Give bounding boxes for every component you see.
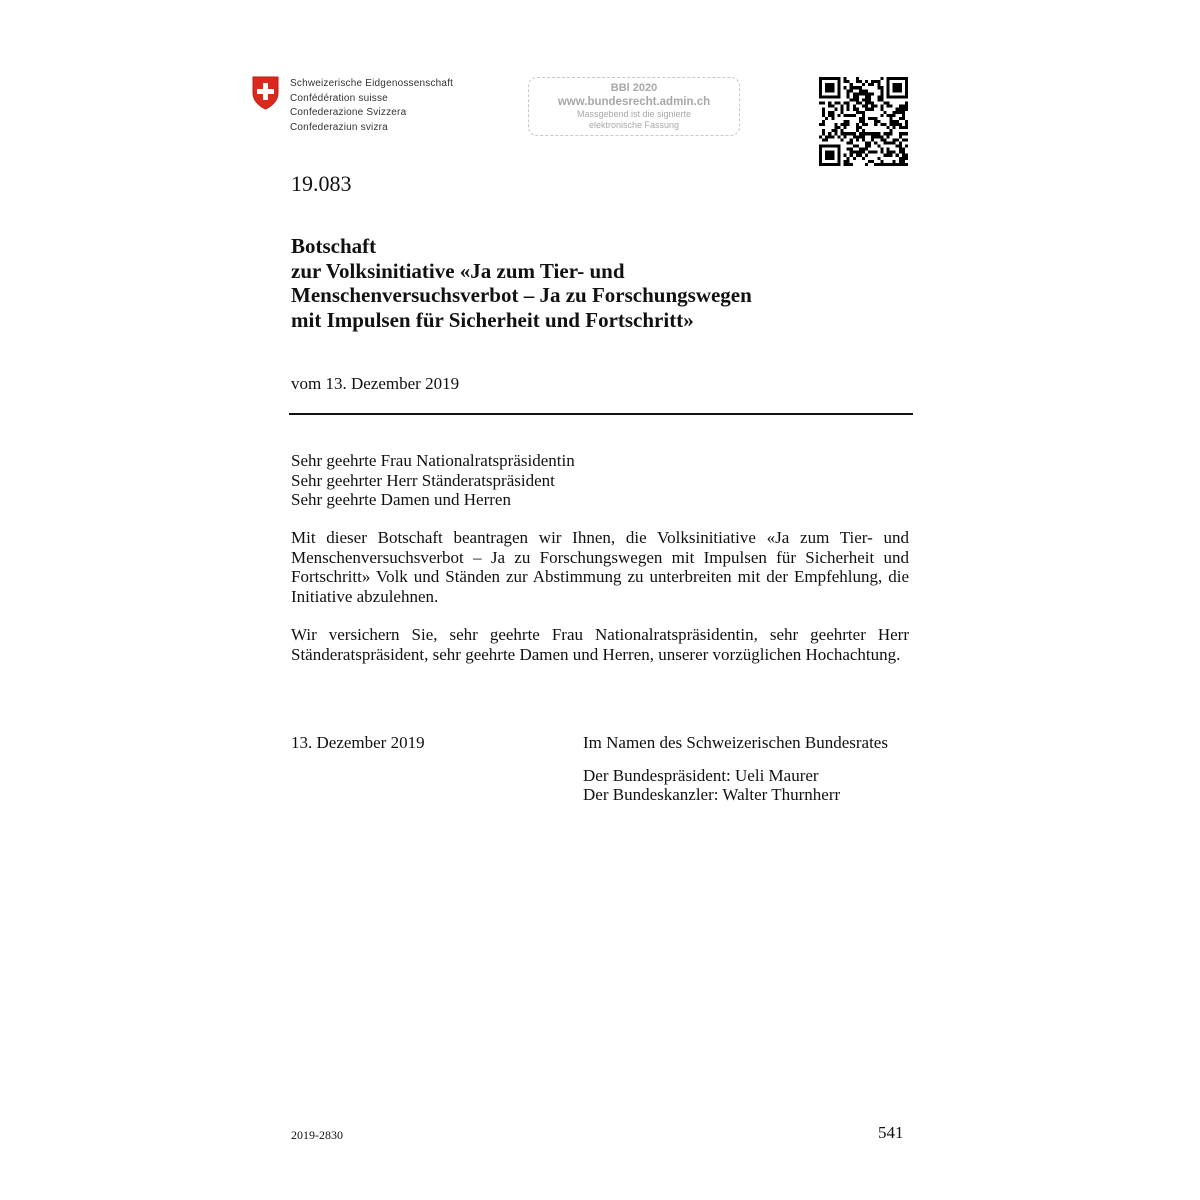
swiss-cross-shield-icon <box>252 76 279 110</box>
document-date: vom 13. Dezember 2019 <box>291 374 460 393</box>
horizontal-rule <box>289 413 913 415</box>
gov-name-fr: Confédération suisse <box>290 92 388 104</box>
salutation-line: Sehr geehrte Damen und Herren <box>291 490 511 509</box>
stamp-title: BBl 2020 <box>610 82 658 94</box>
document-title <box>291 234 752 332</box>
stamp-note-line: elektronische Fassung <box>588 120 680 130</box>
title-line: Menschenversuchsverbot – Ja zu Forschungswegen <box>291 283 752 307</box>
page-number: 541 <box>878 1123 904 1142</box>
gov-name-rm: Confederaziun svizra <box>290 121 388 133</box>
salutation-block <box>291 451 575 510</box>
title-line: zur Volksinitiative «Ja zum Tier- und <box>291 258 625 283</box>
salutation-line: Sehr geehrter Herr Ständeratspräsident <box>291 470 555 490</box>
stamp-note <box>529 109 739 131</box>
salutation-line: Sehr geehrte Frau Nationalratspräsidentin <box>291 451 575 470</box>
title-line: mit Impulsen für Sicherheit und Fortschritt» <box>291 307 694 332</box>
stamp-note-line: Massgebend ist die signierte <box>576 109 692 119</box>
signature-date: 13. Dezember 2019 <box>291 733 425 752</box>
body-paragraph: Wir versichern Sie, sehr geehrte Frau Nationalratspräsidentin, sehr geehrter Herr Ständeratspräsident, sehr geehrte Damen und Herren, unserer vorzüglichen Hochachtung. <box>291 625 909 664</box>
gov-name-it: Confederazione Svizzera <box>290 107 407 118</box>
body-paragraph: Mit dieser Botschaft beantragen wir Ihnen, die Volksinitiative «Ja zum Tier- und Menschenversuchsverbot – Ja zu Forschungswegen mit Impulsen für Sicherheit und Fortschritt» Volk und Ständen zur Abstimmung zu unterbreiten mit der Empfehlung, die Initiative abzulehnen. <box>291 528 909 606</box>
signature-on-behalf: Im Namen des Schweizerischen Bundesrates <box>583 733 888 752</box>
government-name-block <box>290 77 453 135</box>
signature-block <box>583 733 888 805</box>
publication-stamp <box>528 77 740 136</box>
stamp-url[interactable]: www.bundesrecht.admin.ch <box>557 96 711 108</box>
title-line: Botschaft <box>291 234 377 258</box>
signature-president: Der Bundespräsident: Ueli Maurer <box>583 765 819 785</box>
signature-chancellor: Der Bundeskanzler: Walter Thurnherr <box>583 785 841 804</box>
qr-code-icon <box>819 77 908 166</box>
footer-reference-code: 2019-2830 <box>291 1128 343 1142</box>
document-number: 19.083 <box>291 171 352 196</box>
gov-name-de: Schweizerische Eidgenossenschaft <box>290 78 454 89</box>
